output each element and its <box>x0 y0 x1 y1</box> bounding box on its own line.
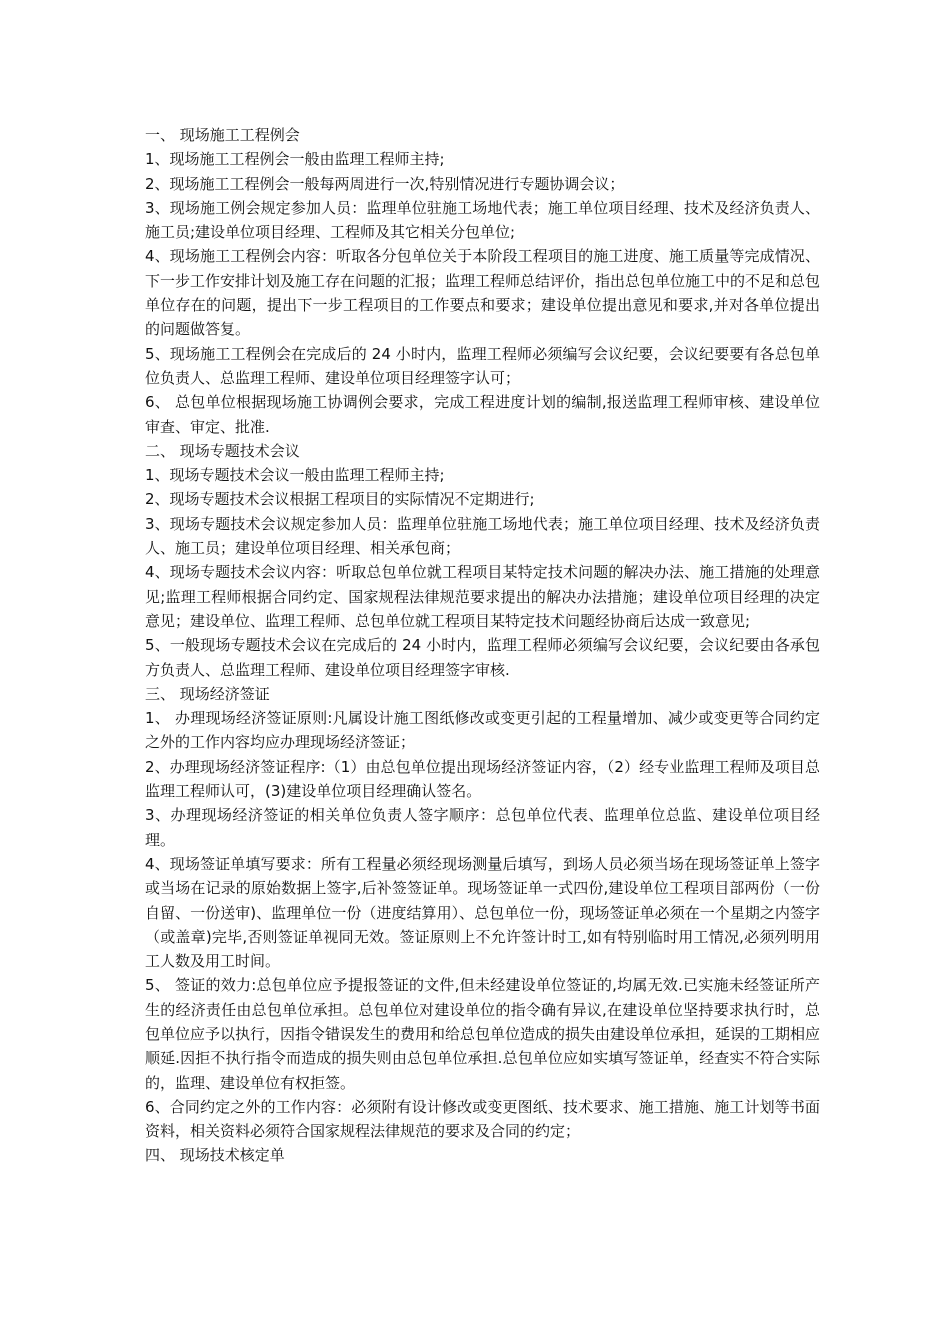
paragraph: 4、现场专题技术会议内容：听取总包单位就工程项目某特定技术问题的解决办法、施工措施的处理意见;监理工程师根据合同约定、国家规程法律规范要求提出的解决办法措施；建设单位项目经理的决定意见；建设单位、监理工程师、总包单位就工程项目某特定技术问题经协商后达成一致意见; <box>145 563 820 630</box>
paragraph: 2、现场施工工程例会一般每两周进行一次,特别情况进行专题协调会议； <box>145 174 625 193</box>
paragraph: 3、现场专题技术会议规定参加人员：监理单位驻施工场地代表；施工单位项目经理、技术及经济负责人、施工员；建设单位项目经理、相关承包商； <box>145 514 820 558</box>
paragraph: 6、 总包单位根据现场施工协调例会要求，完成工程进度计划的编制,报送监理工程师审核、建设单位审查、审定、批准. <box>145 393 820 436</box>
paragraph: 4、现场签证单填写要求：所有工程量必须经现场测量后填写，到场人员必须当场在现场签证单上签字或当场在记录的原始数据上签字,后补签签证单。现场签证单一式四份,建设单位工程项目部两份（一份自留、一份送审)、监理单位一份（进度结算用）、总包单位一份，现场签证单必须在一个星期之内签字（或盖章)完毕,否则签证单视同无效。签证原则上不允许签计时工,如有特别临时用工情况,必须列明用工人数及用工时间。 <box>145 854 820 971</box>
section-heading-2: 二、 现场专题技术会议 <box>145 441 300 460</box>
paragraph: 3、办理现场经济签证的相关单位负责人签字顺序：总包单位代表、监理单位总监、建设单位项目经理。 <box>145 806 820 849</box>
paragraph: 6、合同约定之外的工作内容：必须附有设计修改或变更图纸、技术要求、施工措施、施工计划等书面资料，相关资料必须符合国家规程法律规范的要求及合同的约定； <box>145 1097 820 1141</box>
paragraph: 1、现场施工工程例会一般由监理工程师主持; <box>145 150 445 169</box>
paragraph: 1、 办理现场经济签证原则:凡属设计施工图纸修改或变更引起的工程量增加、减少或变更等合同约定之外的工作内容均应办理现场经济签证； <box>145 709 820 752</box>
section-heading-4: 四、 现场技术核定单 <box>145 1146 285 1165</box>
paragraph: 5、一般现场专题技术会议在完成后的 24 小时内，监理工程师必须编写会议纪要，会议纪要由各承包方负责人、总监理工程师、建设单位项目经理签字审核. <box>145 636 820 679</box>
paragraph: 2、办理现场经济签证程序:（1）由总包单位提出现场经济签证内容，（2）经专业监理工程师及项目总监理工程师认可，(3)建设单位项目经理确认签名。 <box>145 757 820 801</box>
paragraph: 5、 签证的效力:总包单位应予提报签证的文件,但未经建设单位签证的,均属无效.已实施未经签证所产生的经济责任由总包单位承担。总包单位对建设单位的指令确有异议,在建设单位坚持要求执行时，总包单位应予以执行，因指令错误发生的费用和给总包单位造成的损失由建设单位承担，延误的工期相应顺延.因拒不执行指令而造成的损失则由总包单位承担.总包单位应如实填写签证单，经查实不符合实际的，监理、建设单位有权拒签。 <box>145 976 821 1092</box>
document-page <box>145 123 820 1168</box>
paragraph: 3、现场施工例会规定参加人员：监理单位驻施工场地代表；施工单位项目经理、技术及经济负责人、施工员;建设单位项目经理、工程师及其它相关分包单位; <box>145 198 820 242</box>
paragraph: 4、现场施工工程例会内容：听取各分包单位关于本阶段工程项目的施工进度、施工质量等完成情况、下一步工作安排计划及施工存在问题的汇报；监理工程师总结评价，指出总包单位施工中的不足和总包单位存在的问题，提出下一步工程项目的工作要点和要求；建设单位提出意见和要求,并对各单位提出的问题做答复。 <box>145 247 821 339</box>
section-heading-3: 三、 现场经济签证 <box>145 684 270 703</box>
paragraph: 5、现场施工工程例会在完成后的 24 小时内，监理工程师必须编写会议纪要，会议纪要要有各总包单位负责人、总监理工程师、建设单位项目经理签字认可； <box>145 344 820 387</box>
paragraph: 2、现场专题技术会议根据工程项目的实际情况不定期进行; <box>145 490 535 509</box>
paragraph: 1、现场专题技术会议一般由监理工程师主持; <box>145 466 445 485</box>
section-heading-1: 一、 现场施工工程例会 <box>145 126 300 144</box>
